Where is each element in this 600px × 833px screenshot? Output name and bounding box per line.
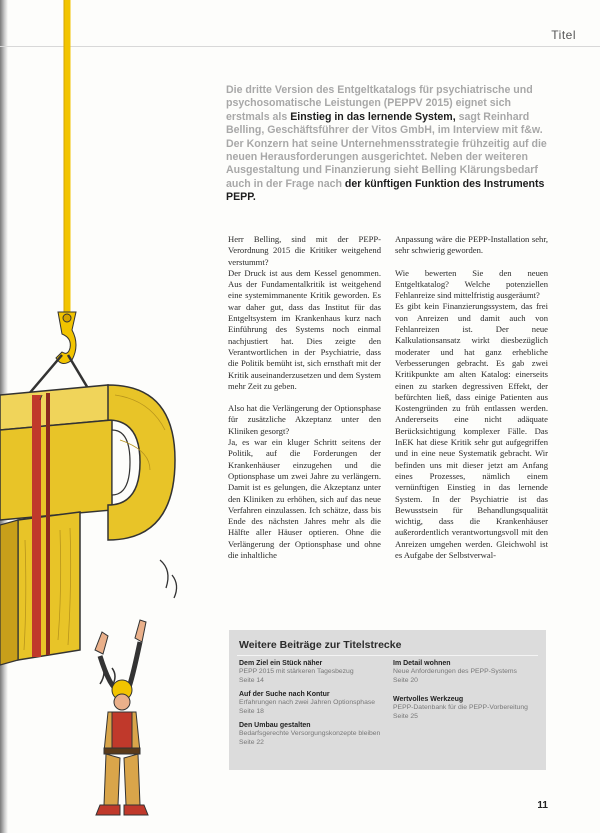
interview-answer: Es gibt kein Finanzierungssystem, das frei von Anreizen und damit auch von Fehlanreizen ist. Der neue Kalkulationsansatz wirkt diesbezüglich moderater und hat ganz erhebliche Verbesserungen gebracht. Es gab zwei Kritikpunkte am alten Katalog: einerseits einen zu starken degressiven Effekt, der befürchten ließ, dass einige Patienten aus Kostengründen zu früh entlassen werden. Andererseits eine nicht adäquate Berücksichtigung komplexer Fälle. Das InEK hat diese Kritik sehr gut aufgegriffen und in eine neue Systematik gebracht. Wir befinden uns mit dieser jetzt am Anfang eines Prozesses, nämlich einem vernünftigen Einstieg in das lernende System. In der Psychiatrie ist das Bewusstsein für Behandlungsqualität wichtig, dass die Krankenhäuser außerordentlich verantwortungsvoll mit den Anreizen umgehen werden. Gleichwohl ist es Aufgabe der Selbstverwal- (395, 301, 548, 561)
related-article-item[interactable]: Den Umbau gestalten Bedarfsgerechte Versorgungskonzepte bleiben Seite 22 (239, 722, 381, 746)
interview-answer: Der Druck ist aus dem Kessel genommen. Aus der Fundamentalkritik ist weitgehend eine systemimmanente Kritik geworden. Es war daher gut, dass das Institut für das Entgeltsystem im Krankenhaus kurz nach Einführung des Systems noch einmal nachjustiert hat. Dies zeigte den Verantwortlichen in der Psychiatrie, dass die Politik bemüht ist, sich ernsthaft mit der Kritik auseinanderzusetzen und dem System mehr Zeit zu geben. (228, 267, 381, 391)
worker-figure (95, 620, 148, 815)
related-articles-divider (237, 655, 538, 656)
interview-question: Herr Belling, sind mit der PEPP-Verordnung 2015 die Kritiker weitgehend verstummt? (228, 234, 381, 267)
interview-answer: Anpassung wäre die PEPP-Installation sehr, sehr schwierig geworden. (395, 234, 548, 256)
related-article-item[interactable]: Dem Ziel ein Stück näher PEPP 2015 mit stärkeren Tagesbezug Seite 14 (239, 660, 354, 684)
interview-answer: Ja, es war ein kluger Schritt seitens der Politik, auf die Forderungen der Krankenhäuser einzugehen und die Optionsphase um zwei Jahre zu verlängern. Damit ist es gelungen, die Akzeptanz unter den Kliniken zu erhöhen, sich auf das neue Verfahren einzulassen. Ich schätze, dass bis Ende des nächsten Jahres mehr als die Hälfte aller Häuser optieren. Ohne die Verlängerung der Optionsphase und ohne die inhaltliche (228, 437, 381, 561)
related-article-item[interactable]: Im Detail wohnen Neue Anforderungen des PEPP-Systems Seite 20 (393, 660, 517, 684)
related-articles-box (229, 630, 546, 770)
interview-block (395, 234, 548, 257)
section-title: Titel (551, 28, 576, 42)
related-articles-title: Weitere Beiträge zur Titelstrecke (239, 639, 402, 651)
article-lead: Die dritte Version des Entgeltkatalogs für psychiatrische und psychosomatische Leistungen (PEPPV 2015) eignet sich erstmals als Einstieg in das lernende System, sagt Reinhard Belling, Geschäftsführer der Vitos GmbH, im Interview mit f&w. Der Konzern hat seine Unternehmensstrategie frühzeitig auf die neuen Herausforderungen ausgerichtet. Neben der weiteren Ausgestaltung und Finanzierung sieht Belling Klärungsbedarf auch in der Frage nach der künftigen Funktion des Instruments PEPP. (226, 84, 547, 204)
interview-block (395, 268, 548, 562)
page-number: 11 (537, 800, 548, 811)
article-body (228, 234, 548, 611)
interview-question: Wie bewerten Sie den neuen Entgeltkatalog? Welche potenziellen Fehlanreize sind mittelfristig ausgeräumt? (395, 267, 548, 301)
article-column-1 (228, 234, 381, 611)
related-article-item[interactable]: Auf der Suche nach Kontur Erfahrungen nach zwei Jahren Optionsphase Seite 18 (239, 691, 376, 715)
interview-block (228, 403, 381, 561)
related-article-item[interactable]: Wertvolles Werkzeug PEPP-Datenbank für die PEPP-Vorbereitung Seite 25 (393, 696, 528, 720)
letter-p-block (0, 385, 175, 665)
interview-block (228, 234, 381, 392)
interview-question: Also hat die Verlängerung der Optionsphase für zusätzliche Akzeptanz unter den Kliniken gesorgt? (228, 403, 381, 436)
illustration-crane-letter-p (0, 0, 230, 833)
article-column-2 (395, 234, 548, 611)
